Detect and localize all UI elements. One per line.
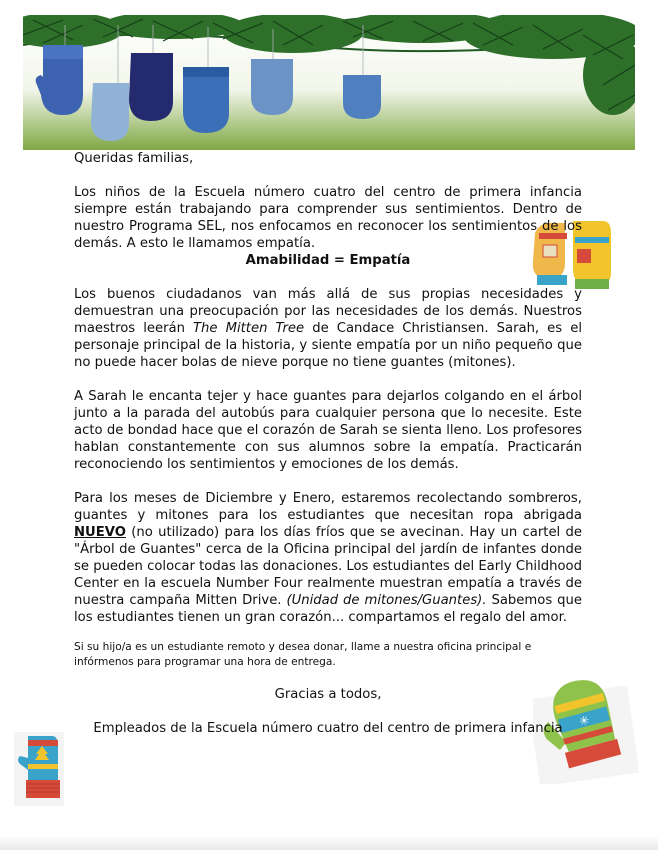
kindness-heading: Amabilidad = Empatía bbox=[245, 253, 411, 268]
mitten-banner-image bbox=[23, 15, 635, 150]
letter-body bbox=[74, 150, 582, 737]
nuevo-emphasis: NUEVO bbox=[74, 525, 126, 540]
page-bottom-edge bbox=[0, 836, 658, 850]
book-paragraph: Los buenos ciudadanos van más allá de sus propias necesidades y demuestran una preocupación por las necesidades de los demás. Nuestros maestros leerán The Mitten Tree de Candace Christiansen. Sarah, es el personaje principal de la historia, y siente empatía por un niño pequeño que no puede hacer bolas de nieve porque no tiene guantes (mitones). bbox=[74, 287, 582, 370]
remote-student-note: Si su hijo/a es un estudiante remoto y desea donar, llame a nuestra oficina principal e infórmenos para programar una hora de entrega. bbox=[74, 641, 532, 668]
sarah-paragraph: A Sarah le encanta tejer y hace guantes para dejarlos colgando en el árbol junto a la parada del autobús para cualquier persona que lo necesite. Este acto de bondad hace que el corazón de Sarah se sienta lleno. Los profesores hablan constantemente con sus alumnos sobre la empatía. Practicarán reconociendo los sentimientos y emociones de los demás. bbox=[74, 389, 582, 472]
intro-paragraph: Los niños de la Escuela número cuatro del centro de primera infancia siempre están trabajando para comprender sus sentimientos. Dentro de nuestro Programa SEL, nos enfocamos en reconocer los sentimientos de los demás. A esto le llamamos empatía. bbox=[74, 185, 582, 251]
svg-text:✳: ✳ bbox=[577, 712, 591, 729]
book-title: The Mitten Tree bbox=[193, 321, 305, 336]
signature: Empleados de la Escuela número cuatro del centro de primera infancia bbox=[93, 721, 563, 736]
thanks-line: Gracias a todos, bbox=[274, 687, 382, 702]
blue-mitten-icon bbox=[14, 728, 64, 808]
greeting: Queridas familias, bbox=[74, 151, 194, 166]
donation-paragraph: Para los meses de Diciembre y Enero, estaremos recolectando sombreros, guantes y mitones para los estudiantes que necesitan ropa abrigada NUEVO (no utilizado) para los días fríos que se avecinan. Hay un cartel de "Árbol de Guantes" cerca de la Oficina principal del jardín de infantes donde se pueden colocar todas las donaciones. Los estudiantes del Early Childhood Center en la escuela Number Four realmente muestran empatía a través de nuestra campaña Mitten Drive. (Unidad de mitones/Guantes). Sabemos que los estudiantes tienen un gran corazón... compartamos el regalo del amor. bbox=[74, 491, 582, 625]
